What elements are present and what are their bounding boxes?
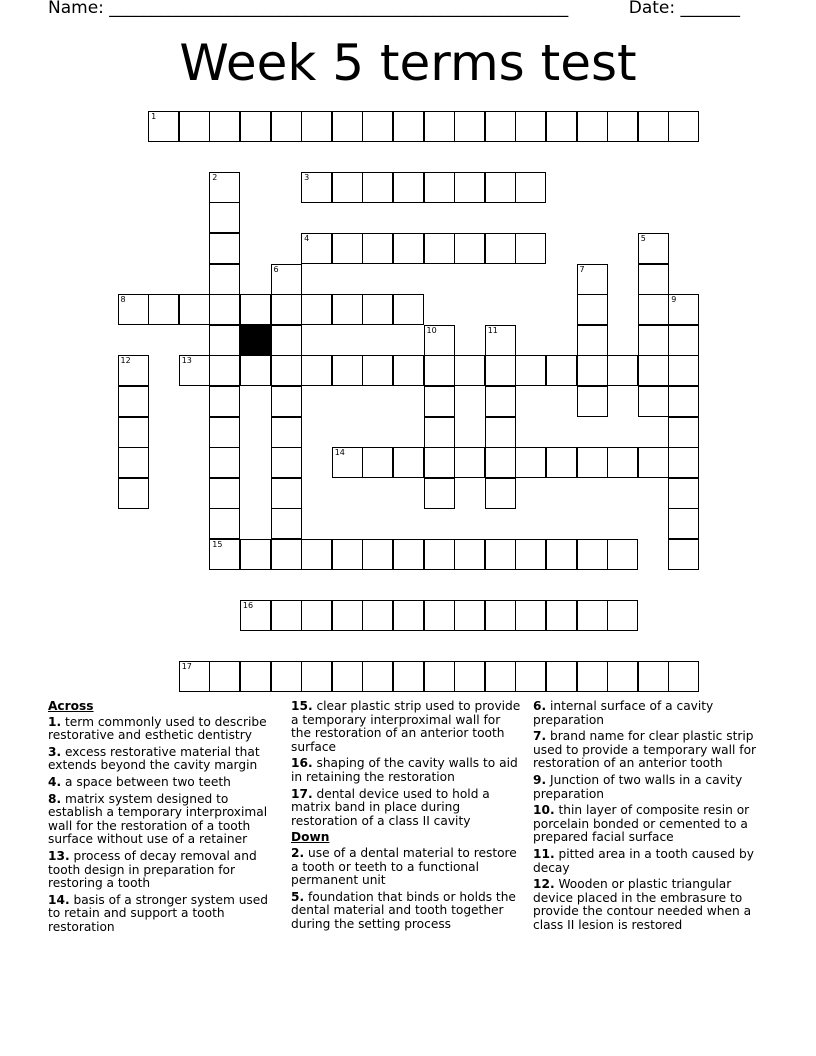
clue-number: 13 [181,356,192,366]
grid-cell[interactable] [638,661,669,692]
grid-cell[interactable] [271,111,302,142]
grid-cell[interactable] [546,600,577,631]
grid-cell[interactable] [424,355,455,386]
grid-cell[interactable] [668,111,699,142]
grid-cell[interactable] [424,111,455,142]
clue-item-text: internal surface of a cavity preparation [533,699,714,727]
grid-cell[interactable] [424,386,455,417]
grid-cell[interactable] [393,447,424,478]
clue-item-number: 7. [533,729,547,744]
clue-number: 4 [304,233,310,243]
clue-item [533,848,765,875]
grid-cell[interactable] [424,325,455,356]
clue-number: 7 [579,264,585,274]
clue-item [48,746,280,773]
grid-cell[interactable] [362,447,393,478]
clue-item [533,878,765,932]
grid-cell[interactable] [393,233,424,264]
grid-cell[interactable] [393,661,424,692]
clue-item-text: excess restorative material that extends beyond the cavity margin [48,744,260,773]
grid-cell[interactable] [271,478,302,509]
grid-cell[interactable] [485,233,516,264]
clue-number: 14 [334,448,345,458]
clue-number: 9 [671,295,677,305]
grid-cell[interactable] [577,600,608,631]
grid-cell[interactable] [332,600,363,631]
grid-cell[interactable] [271,661,302,692]
grid-cell[interactable] [209,355,240,386]
grid-cell[interactable] [393,172,424,203]
grid-cell[interactable] [424,447,455,478]
grid-cell[interactable] [668,539,699,570]
grid-cell[interactable] [209,202,240,233]
grid-cell[interactable] [209,417,240,448]
grid-cell[interactable] [485,355,516,386]
clue-item-number: 6. [533,699,547,713]
grid-cell[interactable] [332,355,363,386]
clue-item-text: foundation that binds or holds the dental material and tooth together during the setting process [291,889,516,931]
grid-cell[interactable] [515,233,546,264]
grid-cell[interactable] [668,417,699,448]
clue-number: 17 [181,662,192,672]
clue-item [291,788,523,829]
name-field[interactable]: Name: ______________________________________________________ [48,0,569,18]
grid-cell[interactable] [607,355,638,386]
grid-cell[interactable] [301,355,332,386]
grid-cell[interactable] [454,447,485,478]
grid-cell[interactable] [240,661,271,692]
clue-item-text: process of decay removal and tooth design in preparation for restoring a tooth [48,848,257,891]
clue-item [48,793,280,847]
grid-cell[interactable] [209,294,240,325]
grid-cell[interactable] [118,447,149,478]
grid-cell[interactable] [454,600,485,631]
grid-cell[interactable] [424,478,455,509]
grid-cell[interactable] [209,386,240,417]
clue-item-number: 17. [291,786,313,801]
grid-cell[interactable] [515,539,546,570]
grid-cell[interactable] [179,111,210,142]
grid-cell[interactable] [546,661,577,692]
grid-cell[interactable] [546,447,577,478]
grid-cell[interactable] [485,600,516,631]
grid-cell[interactable] [668,386,699,417]
clue-number: 2 [212,172,218,182]
grid-cell[interactable] [271,508,302,539]
grid-cell[interactable] [638,325,669,356]
grid-cell[interactable] [577,325,608,356]
grid-cell[interactable] [393,355,424,386]
grid-cell[interactable] [424,417,455,448]
grid-cell[interactable] [240,600,271,631]
clue-item [48,894,280,935]
grid-cell[interactable] [577,386,608,417]
grid-cell[interactable] [607,661,638,692]
grid-cell[interactable] [577,111,608,142]
grid-cell[interactable] [271,447,302,478]
grid-cell[interactable] [271,417,302,448]
grid-cell[interactable] [301,233,332,264]
grid-cell[interactable] [668,294,699,325]
grid-cell[interactable] [577,264,608,295]
grid-cell[interactable] [485,478,516,509]
grid-cell[interactable] [668,355,699,386]
grid-cell[interactable] [332,661,363,692]
grid-cell[interactable] [118,386,149,417]
clue-number: 15 [212,539,223,549]
grid-cell[interactable] [454,661,485,692]
grid-cell[interactable] [332,294,363,325]
blocked-cell [240,325,271,356]
grid-cell[interactable] [638,264,669,295]
grid-cell[interactable] [393,294,424,325]
page-title: Week 5 terms test [179,34,637,92]
grid-cell[interactable] [638,111,669,142]
clue-item-number: 8. [48,791,62,806]
grid-cell[interactable] [424,172,455,203]
grid-cell[interactable] [179,661,210,692]
grid-cell[interactable] [393,600,424,631]
grid-cell[interactable] [577,447,608,478]
clue-item [533,700,765,727]
clue-item-number: 9. [533,772,547,787]
clue-item [48,776,280,790]
clue-number: 6 [273,264,279,274]
grid-cell[interactable] [515,447,546,478]
grid-cell[interactable] [179,355,210,386]
grid-cell[interactable] [301,172,332,203]
clue-number: 1 [151,111,157,121]
clue-item [291,700,523,754]
grid-cell[interactable] [148,111,179,142]
clue-number: 12 [120,356,131,366]
grid-cell[interactable] [638,233,669,264]
clue-item-number: 1. [48,714,62,729]
grid-cell[interactable] [454,172,485,203]
clue-item-text: brand name for clear plastic strip used to provide a temporary wall for restoration of an anterior tooth [533,729,757,771]
grid-cell[interactable] [485,172,516,203]
clue-item-number: 5. [291,889,305,904]
grid-cell[interactable] [668,508,699,539]
grid-cell[interactable] [301,600,332,631]
grid-cell[interactable] [454,111,485,142]
clue-item-text: clear plastic strip used to provide a temporary interproximal wall for the restoration of an anterior tooth surface [291,699,521,754]
grid-cell[interactable] [148,294,179,325]
grid-cell[interactable] [240,111,271,142]
clue-item-number: 16. [291,756,313,771]
grid-cell[interactable] [332,111,363,142]
grid-cell[interactable] [607,447,638,478]
clue-number: 10 [426,325,437,335]
clue-item-number: 15. [291,699,313,713]
grid-cell[interactable] [118,417,149,448]
grid-cell[interactable] [362,111,393,142]
grid-cell[interactable] [209,539,240,570]
down-heading: Down [291,830,330,845]
clue-item [291,757,523,784]
grid-cell[interactable] [638,386,669,417]
grid-cell[interactable] [546,111,577,142]
grid-cell[interactable] [240,355,271,386]
grid-cell[interactable] [332,447,363,478]
clue-item-text: Wooden or plastic triangular device placed in the embrasure to provide the contour needed when a class II lesion is restored [533,877,752,932]
grid-cell[interactable] [668,478,699,509]
grid-cell[interactable] [668,661,699,692]
grid-cell[interactable] [271,600,302,631]
grid-cell[interactable] [209,508,240,539]
clues-column-2 [291,700,523,935]
clue-item-number: 4. [48,774,62,789]
grid-cell[interactable] [209,478,240,509]
grid-cell[interactable] [240,539,271,570]
across-heading: Across [48,699,94,713]
clue-item [533,804,765,845]
grid-cell[interactable] [209,661,240,692]
grid-cell[interactable] [362,172,393,203]
grid-cell[interactable] [332,539,363,570]
grid-cell[interactable] [301,294,332,325]
grid-cell[interactable] [271,264,302,295]
clue-number: 5 [640,233,646,243]
grid-cell[interactable] [118,294,149,325]
grid-cell[interactable] [271,386,302,417]
grid-cell[interactable] [485,661,516,692]
clue-item-text: a space between two teeth [61,774,231,789]
grid-cell[interactable] [362,355,393,386]
grid-cell[interactable] [607,600,638,631]
clue-item-number: 3. [48,744,62,759]
grid-cell[interactable] [454,539,485,570]
grid-cell[interactable] [485,447,516,478]
grid-cell[interactable] [638,447,669,478]
clue-item-number: 10. [533,803,555,818]
grid-cell[interactable] [638,294,669,325]
clue-item-text: shaping of the cavity walls to aid in retaining the restoration [291,756,518,784]
grid-cell[interactable] [332,172,363,203]
grid-cell[interactable] [362,600,393,631]
grid-cell[interactable] [424,600,455,631]
grid-cell[interactable] [454,355,485,386]
clue-item-number: 12. [533,877,555,892]
grid-cell[interactable] [209,264,240,295]
grid-cell[interactable] [424,661,455,692]
clue-item [533,730,765,771]
clue-item-text: basis of a stronger system used to retain and support a tooth restoration [48,892,269,934]
grid-cell[interactable] [118,478,149,509]
grid-cell[interactable] [362,233,393,264]
clue-item-number: 13. [48,848,70,863]
grid-cell[interactable] [271,294,302,325]
grid-cell[interactable] [362,539,393,570]
clue-number: 11 [487,325,498,335]
grid-cell[interactable] [118,355,149,386]
clue-number: 16 [242,601,254,611]
grid-cell[interactable] [424,233,455,264]
clue-item-text: term commonly used to describe restorative and esthetic dentistry [48,714,267,743]
grid-cell[interactable] [546,355,577,386]
clue-item-number: 2. [291,845,305,860]
clues-column-1 [48,700,280,938]
clue-item-text: use of a dental material to restore a tooth or teeth to a functional permanent unit [291,845,517,888]
clue-item-text: thin layer of composite resin or porcelain bonded or cemented to a prepared facial surface [533,803,750,845]
grid-cell[interactable] [577,294,608,325]
grid-cell[interactable] [209,325,240,356]
grid-cell[interactable] [577,539,608,570]
grid-cell[interactable] [332,233,363,264]
grid-cell[interactable] [209,447,240,478]
grid-cell[interactable] [668,325,699,356]
grid-cell[interactable] [577,661,608,692]
grid-cell[interactable] [485,325,516,356]
grid-cell[interactable] [577,355,608,386]
grid-cell[interactable] [301,111,332,142]
grid-cell[interactable] [546,539,577,570]
clue-item [291,847,523,888]
clue-item-text: dental device used to hold a matrix band in place during restoration of a class II cavity [291,786,490,828]
grid-cell[interactable] [668,447,699,478]
clue-item [533,774,765,801]
clue-number: 8 [120,295,126,305]
grid-cell[interactable] [362,661,393,692]
grid-cell[interactable] [209,172,240,203]
grid-cell[interactable] [271,539,302,570]
clue-item-text: matrix system designed to establish a temporary interproximal wall for the restoration of a tooth surface without use of a retainer [48,791,268,847]
clue-item-number: 11. [533,846,555,861]
grid-cell[interactable] [393,111,424,142]
grid-cell[interactable] [301,539,332,570]
grid-cell[interactable] [393,539,424,570]
grid-cell[interactable] [179,294,210,325]
clue-item [48,716,280,743]
grid-cell[interactable] [424,539,455,570]
clue-item [48,850,280,891]
grid-cell[interactable] [607,539,638,570]
grid-cell[interactable] [240,294,271,325]
grid-cell[interactable] [515,661,546,692]
grid-cell[interactable] [485,386,516,417]
grid-cell[interactable] [515,172,546,203]
grid-cell[interactable] [301,661,332,692]
clue-item-number: 14. [48,892,70,907]
grid-cell[interactable] [515,111,546,142]
grid-cell[interactable] [271,355,302,386]
grid-cell[interactable] [271,325,302,356]
grid-cell[interactable] [607,111,638,142]
grid-cell[interactable] [485,417,516,448]
grid-cell[interactable] [515,355,546,386]
date-field[interactable]: Date: _______ [628,0,740,18]
grid-cell[interactable] [209,233,240,264]
grid-cell[interactable] [209,111,240,142]
grid-cell[interactable] [362,294,393,325]
clues-column-3 [533,700,765,936]
clue-item-text: Junction of two walls in a cavity preparation [533,772,743,801]
grid-cell[interactable] [454,233,485,264]
grid-cell[interactable] [638,355,669,386]
clue-item [291,891,523,932]
clue-number: 3 [304,172,310,182]
grid-cell[interactable] [515,600,546,631]
grid-cell[interactable] [485,539,516,570]
grid-cell[interactable] [485,111,516,142]
clue-item-text: pitted area in a tooth caused by decay [533,846,755,875]
